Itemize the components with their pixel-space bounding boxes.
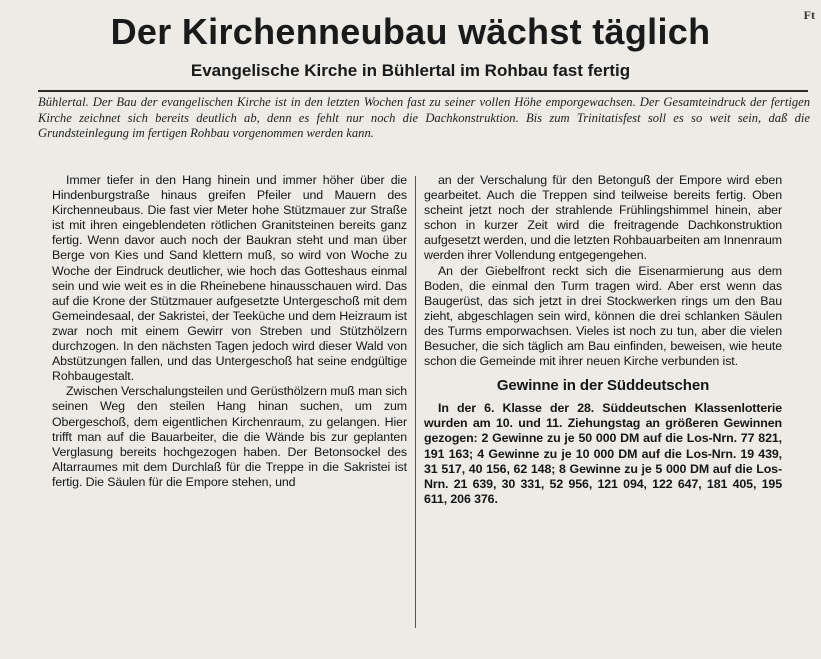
lead-paragraph: Bühlertal. Der Bau der evangelischen Kirche ist in den letzten Wochen fast zu seiner vollen Höhe emporgewachsen. Der Gesamteindruck der fertigen Kirche zeichnet sich bereits deutlich ab, denn es fehlt nur noch die Dachkonstruktion. Bis zum Trinitatisfest soll es so weit sein, daß die Grundsteinlegung im fertigen Rohbau vorgenommen werden kann.	[38, 95, 810, 141]
subheadline: Evangelische Kirche in Bühlertal im Rohbau fast fertig	[190, 61, 631, 80]
body-paragraph: Immer tiefer in den Hang hinein und immer höher über die Hindenburgstraße hinaus greifen Pfeiler und Mauern des Kirchenneubaus. Die fast vier Meter hohe Stützmauer zur Straße ist mit ihren eingeblendeten rötlichen Granitsteinen bereits ganz fertig. Wenn davor auch noch der Baukran steht und man über Berge von Kies und Sand klettern muß, so wird von Woche zu Woche der Eindruck deutlicher, wie hoch das Gotteshaus einmal sein und wie weit es in die Rheinebene hinausschauen wird. Das auf die Krone der Stützmauer aufgesetzte Untergeschoß mit dem Gemeindesaal, der Sakristei, der Teeküche und dem Heizraum ist zwar noch mit einem Gewirr von Streben und Stützhölzern durchzogen. In den nächsten Tagen jedoch wird dieser Wald von Abstützungen fallen, und das Untergeschoß hat seine endgültige Rohbaugestalt.	[52, 173, 407, 384]
body-paragraph: An der Giebelfront reckt sich die Eisenarmierung aus dem Boden, die einmal den Turm tragen wird. Aber erst wenn das Baugerüst, das sich jetzt in drei Stockwerken rings um den Bau zieht, abgeschlagen sein wird, können die drei schlanken Säulen des Turms emporwachsen. Vieles ist noch zu tun, aber die vielen Besucher, die sich täglich am Bau einfinden, beweisen, wie heute schon die Gemeinde mit ihrer neuen Kirche verbunden ist.	[424, 263, 782, 369]
lottery-paragraph: In der 6. Klasse der 28. Süddeutschen Klassenlotterie wurden am 10. und 11. Ziehungstag an größeren Gewinnen gezogen: 2 Gewinne zu je 50 000 DM auf die Los-Nrn. 77 821, 191 163; 4 Gewinne zu je 10 000 DM auf die Los-Nrn. 19 439, 31 517, 40 156, 62 148; 8 Gewinne zu je 5 000 DM auf die Los-Nrn. 21 639, 30 331, 52 956, 121 094, 122 647, 181 405, 195 611, 206 376.	[424, 401, 782, 506]
lottery-heading: Gewinne in der Süddeutschen	[496, 377, 710, 395]
body-paragraph: an der Verschalung für den Betonguß der Empore wird eben gearbeitet. Auch die Treppen sind teilweise bereits fertig. Oben scheint jetzt noch der strahlende Frühlingshimmel hinein, aber schon in kurzer Zeit wird die freitragende Dachkonstruktion aufgesetzt werden, und die letzten Rohbauarbeiten am Innenraum werden ihrer Vollendung entgegengehen.	[424, 173, 782, 263]
left-column	[52, 173, 407, 490]
right-column	[424, 173, 782, 507]
headline-rule	[38, 90, 808, 92]
edge-fragment: Ft	[803, 8, 815, 22]
body-paragraph: Zwischen Verschalungsteilen und Gerüsthölzern muß man sich seinen Weg den steilen Hang hinan suchen, um zum Obergeschoß, dem eigentlichen Kirchenraum, zu gelangen. Hier trifft man auf die Bauarbeiter, die die Wände bis zur geplanten Verglasung bereits hochgezogen haben. Der Betonsockel des Altarraumes mit dem Durchlaß für die Treppe in die Sakristei ist fertig. Die Säulen für die Empore stehen, und	[52, 384, 407, 489]
column-divider	[415, 176, 416, 628]
headline: Der Kirchenneubau wächst täglich	[110, 11, 711, 52]
